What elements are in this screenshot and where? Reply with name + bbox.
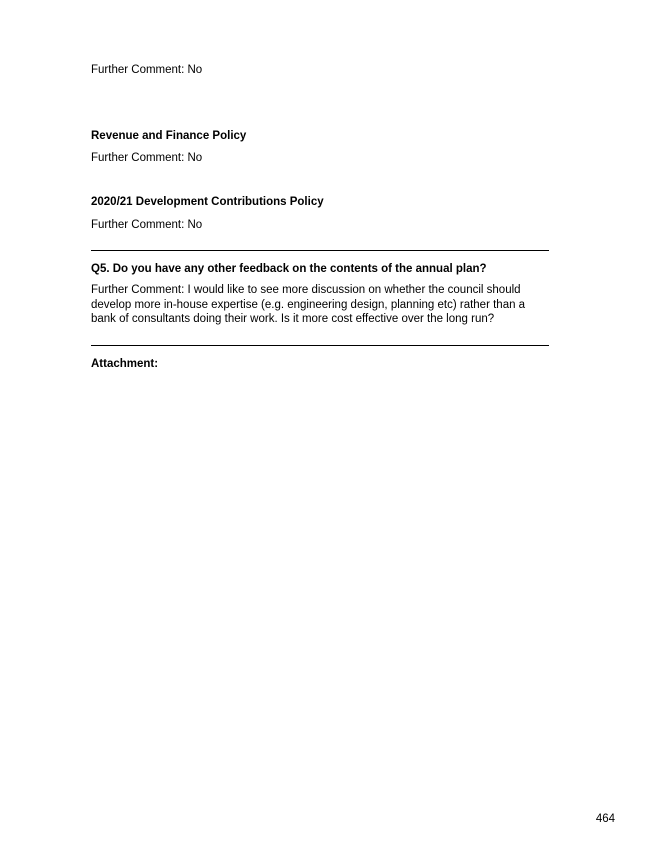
further-comment-text: Further Comment: No [91, 219, 203, 231]
attachment-label: Attachment: [91, 358, 159, 370]
horizontal-divider [91, 250, 549, 251]
further-comment-text: Further Comment: No [91, 152, 203, 164]
section-heading-revenue-finance-policy: Revenue and Finance Policy [91, 130, 247, 142]
further-comment-text: Further Comment: No [91, 64, 203, 76]
section-heading-development-contributions-policy: 2020/21 Development Contributions Policy [91, 196, 324, 208]
page-number: 464 [595, 813, 615, 825]
question-heading-q5: Q5. Do you have any other feedback on the contents of the annual plan? [91, 263, 487, 275]
question-q5-comment: Further Comment: I would like to see more discussion on whether the council should develop more in-house expertise (e.g. engineering design, planning etc) rather than a bank of consultants doing their work. Is it more cost effective over the long run? [91, 284, 526, 325]
horizontal-divider [91, 345, 549, 346]
